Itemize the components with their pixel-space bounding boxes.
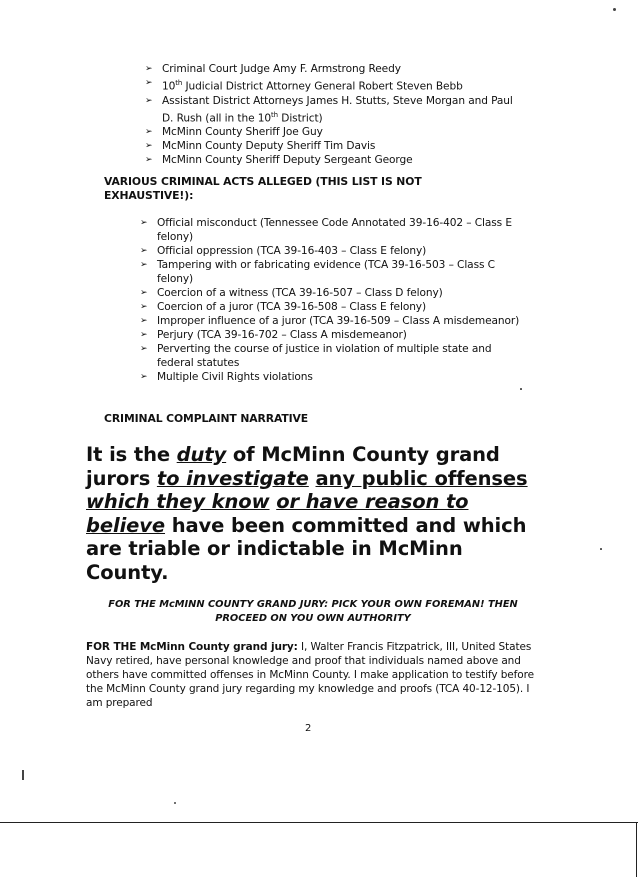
- arrow-bullet-icon: ➢: [140, 288, 148, 298]
- list-item: ➢ 10th Judicial District Attorney General Robert Steven Bebb: [145, 78, 463, 93]
- list-item: ➢ McMinn County Sheriff Joe Guy: [145, 126, 323, 139]
- arrow-bullet-icon: ➢: [140, 218, 148, 228]
- page-number: 2: [305, 723, 312, 734]
- list-item: ➢ Official oppression (TCA 39-16-403 – Class E felony): [140, 245, 427, 257]
- arrow-bullet-icon: ➢: [140, 260, 148, 270]
- scan-speck: [613, 8, 616, 11]
- arrow-bullet-icon: ➢: [140, 246, 148, 256]
- arrow-bullet-icon: ➢: [145, 95, 153, 106]
- list-item: ➢ McMinn County Deputy Sheriff Tim Davis: [145, 140, 376, 153]
- criminal-acts-heading: VARIOUS CRIMINAL ACTS ALLEGED (THIS LIST IS NOT EXHAUSTIVE!):: [104, 175, 422, 202]
- list-item: ➢ Multiple Civil Rights violations: [140, 371, 313, 383]
- list-item: ➢ Criminal Court Judge Amy F. Armstrong Reedy: [145, 63, 401, 75]
- arrow-bullet-icon: ➢: [145, 141, 153, 152]
- arrow-bullet-icon: ➢: [140, 302, 148, 312]
- arrow-bullet-icon: ➢: [140, 330, 148, 340]
- list-item: ➢ Assistant District Attorneys James H. Stutts, Steve Morgan and Paul D. Rush (all in the 10th District): [145, 94, 513, 125]
- scan-speck: [174, 802, 176, 804]
- arrow-bullet-icon: ➢: [145, 155, 153, 166]
- arrow-bullet-icon: ➢: [140, 316, 148, 326]
- list-item: ➢ Coercion of a witness (TCA 39-16-507 – Class D felony): [140, 287, 443, 299]
- list-item: ➢ Perjury (TCA 39-16-702 – Class A misdemeanor): [140, 329, 407, 341]
- arrow-bullet-icon: ➢: [145, 127, 153, 138]
- scan-border-line: [0, 822, 638, 823]
- scan-speck: [600, 548, 602, 550]
- officials-list: [145, 62, 525, 167]
- list-item: ➢ Tampering with or fabricating evidence (TCA 39-16-503 – Class C felony): [140, 259, 495, 285]
- scan-border-line: [636, 822, 637, 877]
- list-item: ➢ Perverting the course of justice in violation of multiple state and federal statutes: [140, 343, 492, 369]
- list-item: ➢ Improper influence of a juror (TCA 39-16-509 – Class A misdemeanor): [140, 315, 520, 327]
- complaint-paragraph: FOR THE McMinn County grand jury: I, Walter Francis Fitzpatrick, III, United States Navy retired, have personal knowledge and proof that individuals named above and others have committed offenses in McMinn County. I make application to testify before the McMinn County grand jury regarding my knowledge and proofs (TCA 40-12-105). I am prepared: [86, 641, 534, 710]
- scan-speck: [22, 770, 24, 780]
- criminal-acts-list: [140, 216, 525, 384]
- arrow-bullet-icon: ➢: [140, 372, 148, 382]
- scan-speck: [520, 388, 522, 390]
- grand-jury-duty-statement: It is the duty of McMinn County grand jurors to investigate any public offenses which they know or have reason to believe have been committed and which are triable or indictable in McMinn County.: [86, 443, 528, 584]
- list-item: ➢ McMinn County Sheriff Deputy Sergeant George: [145, 154, 413, 167]
- narrative-heading: CRIMINAL COMPLAINT NARRATIVE: [104, 412, 309, 425]
- arrow-bullet-icon: ➢: [140, 344, 148, 354]
- list-item: ➢ Official misconduct (Tennessee Code Annotated 39-16-402 – Class E felony): [140, 217, 512, 243]
- arrow-bullet-icon: ➢: [145, 78, 153, 88]
- arrow-bullet-icon: ➢: [145, 64, 153, 74]
- foreman-notice: FOR THE McMINN COUNTY GRAND JURY: PICK YOUR OWN FOREMAN! THEN PROCEED ON YOU OWN AUTHORITY: [108, 599, 518, 624]
- list-item: ➢ Coercion of a juror (TCA 39-16-508 – Class E felony): [140, 301, 427, 313]
